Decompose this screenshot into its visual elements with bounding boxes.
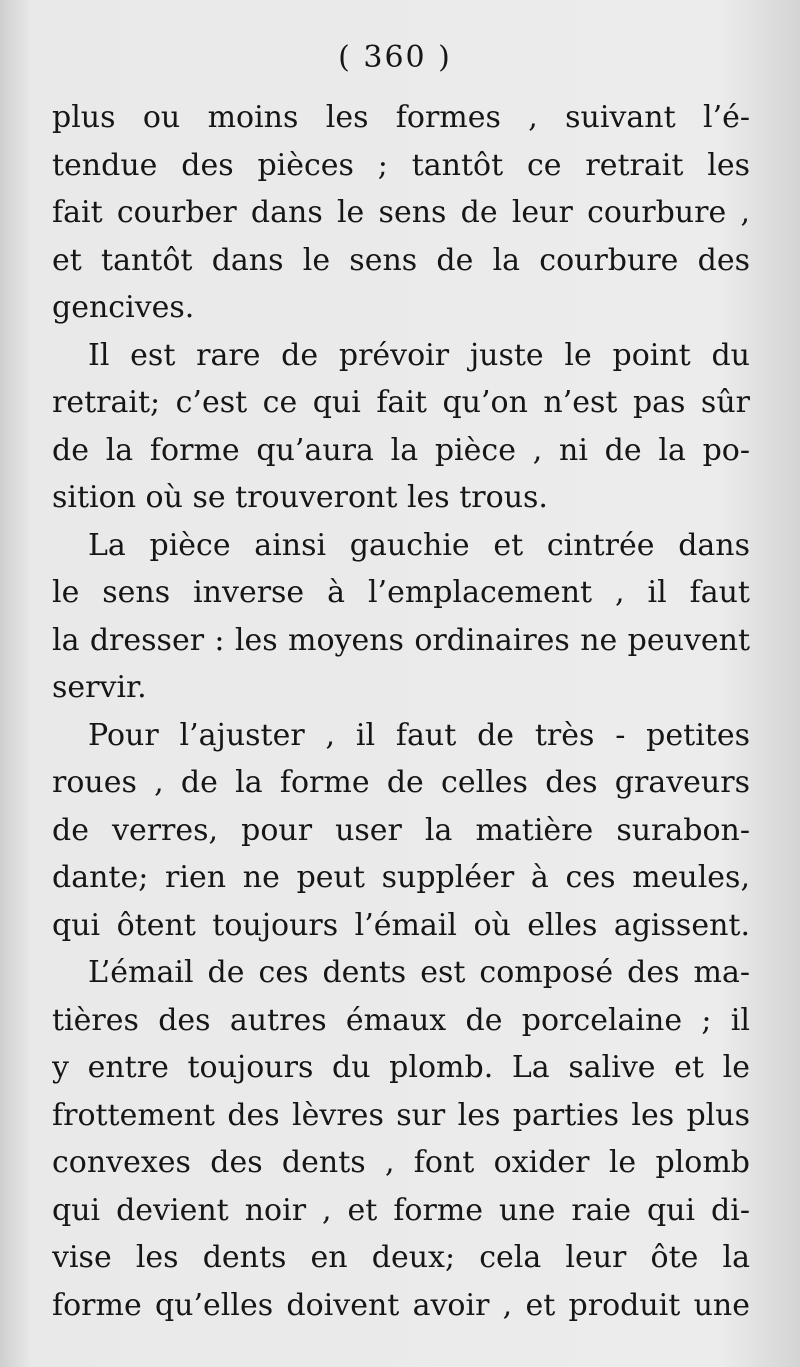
text-line: Pour l’ajuster , il faut de très - petites [88,717,750,753]
text-line: tières des autres émaux de porcelaine ; il [52,1002,750,1038]
text-line: convexes des dents , font oxider le plomb [52,1145,750,1180]
text-line: La pièce ainsi gauchie et cintrée dans [88,527,750,563]
text-line: gencives. [52,290,195,325]
text-line: retrait; c’est ce qui fait qu’on n’est pas sûr [52,385,750,420]
page-number: ( 360 ) [338,40,452,75]
text-line: plus ou moins les formes , suivant l’é- [52,100,750,135]
text-line: vise les dents en deux; cela leur ôte la [52,1240,750,1275]
text-line: y entre toujours du plomb. La salive et le [52,1050,750,1085]
text-line: servir. [52,670,147,705]
text-line: et tantôt dans le sens de la courbure des [52,242,750,278]
text-line: de verres, pour user la matière surabon- [52,812,750,848]
text-line: la dresser : les moyens ordinaires ne peuvent [52,622,750,658]
text-line: L’émail de ces dents est composé des ma- [88,955,750,990]
text-line: fait courber dans le sens de leur courbure , [52,195,750,230]
text-line: forme qu’elles doivent avoir , et produit une [52,1287,750,1323]
page-body-text [52,94,750,1329]
text-line: frottement des lèvres sur les parties les plus [52,1097,750,1133]
text-line: dante; rien ne peut suppléer à ces meules, [52,860,750,895]
text-line: sition où se trouveront les trous. [52,480,548,515]
text-line: roues , de la forme de celles des graveurs [52,765,750,800]
text-line: qui ôtent toujours l’émail où elles agissent. [52,907,750,943]
text-line: le sens inverse à l’emplacement , il faut [52,575,750,610]
text-line: tendue des pièces ; tantôt ce retrait les [52,147,750,183]
text-line: Il est rare de prévoir juste le point du [88,337,750,373]
text-line: qui devient noir , et forme une raie qui di- [52,1192,750,1228]
text-line: de la forme qu’aura la pièce , ni de la po- [52,432,750,468]
